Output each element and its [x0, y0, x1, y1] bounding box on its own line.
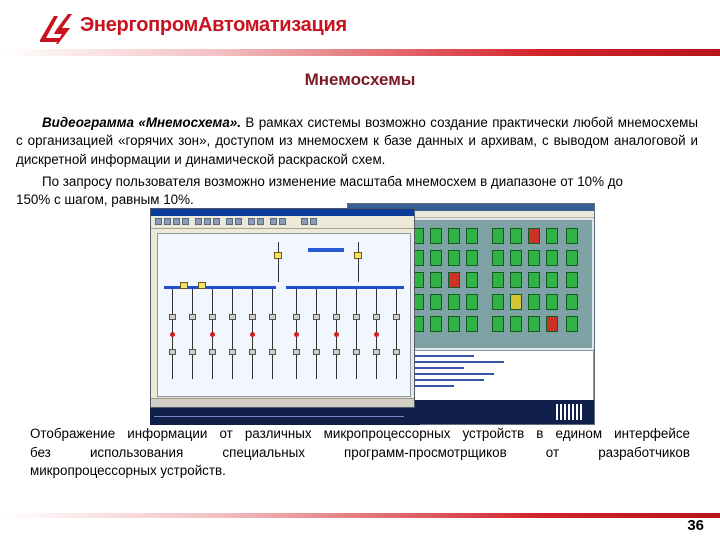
screenshot-caption	[30, 425, 690, 481]
footer-divider	[0, 513, 720, 518]
taskbar-strip	[150, 408, 420, 425]
mnemoscheme-canvas	[157, 233, 411, 397]
caption-line-3: микропроцессорных устройств.	[30, 463, 226, 479]
paragraph-lead: Видеограмма «Мнемосхема».	[42, 115, 241, 130]
caption-line-1: Отображение информации от различных микропроцессорных устройств в едином интерфейсе	[30, 426, 690, 441]
window-toolbar	[151, 216, 414, 229]
slide-title: Мнемосхемы	[304, 70, 416, 89]
caption-line-2: без использования специальных программ-просмотрщиков от разработчиков	[30, 444, 690, 460]
device-status-grid	[406, 220, 592, 348]
paragraph-scale-line1: По запросу пользователя возможно изменение масштаба мнемосхем в диапазоне от 10% до	[42, 174, 624, 189]
screenshot-mnemoscheme-window	[150, 208, 415, 408]
paragraph-videogram	[16, 114, 698, 169]
header-divider	[0, 49, 720, 56]
energoprom-logo-icon	[36, 10, 74, 46]
signal-bars-icon	[556, 404, 584, 420]
slide-header	[0, 0, 720, 60]
page-number: 36	[687, 517, 704, 534]
window-status-line	[151, 398, 414, 407]
software-screenshots	[150, 203, 595, 425]
paragraph-scale-line2: 150% с шагом, равным 10%.	[16, 192, 194, 208]
paragraph-body: В рамках системы возможно создание практически любой мнемосхемы с организацией «горячих зон», доступом из мнемосхем к базе данных и архивам, с выводом аналоговой и дискретной информации и динамической раскраской схем.	[16, 115, 698, 167]
brand-name: ЭнергопромАвтоматизация	[80, 14, 347, 36]
